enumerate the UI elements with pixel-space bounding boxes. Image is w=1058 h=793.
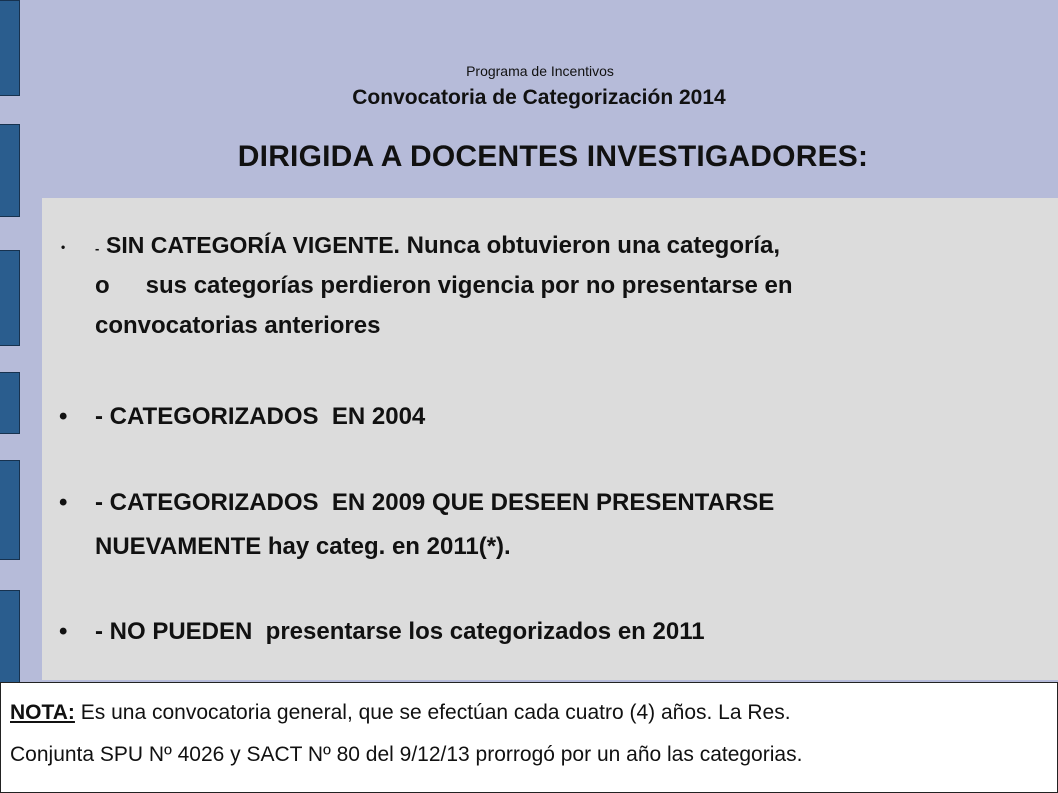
- call-title: Convocatoria de Categorización 2014: [352, 86, 726, 109]
- content-panel: [42, 198, 1058, 680]
- item-line: convocatorias anteriores: [95, 312, 381, 339]
- item-text-block: [95, 481, 1042, 569]
- note-line: Conjunta SPU Nº 4026 y SACT Nº 80 del 9/12/13 prorrogó por un año las categorias.: [10, 743, 803, 766]
- note-box: [0, 682, 1058, 793]
- decorative-side-bar: [0, 250, 20, 346]
- item-line: NUEVAMENTE hay categ. en 2011(*).: [95, 533, 511, 560]
- item-text: - NO PUEDEN presentarse los categorizados en 2011: [95, 618, 705, 645]
- item-line: [95, 226, 780, 268]
- bullet-icon: •: [59, 403, 68, 430]
- decorative-side-bar: [0, 0, 20, 96]
- item-text: Nunca obtuvieron una categoría,: [406, 232, 781, 259]
- item-text: o: [95, 272, 110, 299]
- note-line: [10, 701, 791, 725]
- decorative-side-bar: [0, 372, 20, 434]
- item-text: - CATEGORIZADOS EN 2004: [95, 403, 426, 430]
- bullet-icon: •: [59, 489, 68, 516]
- item-text: sus categorías perdieron vigencia por no presentarse en: [145, 272, 793, 299]
- item-dash: -: [95, 241, 100, 256]
- decorative-side-bar: [0, 590, 20, 684]
- note-label: NOTA:: [10, 701, 75, 724]
- bullet-icon: •: [59, 618, 68, 645]
- note-text: Es una convocatoria general, que se efectúan cada cuatro (4) años. La Res.: [74, 701, 791, 724]
- item-line: [95, 267, 793, 305]
- slide-heading: DIRIGIDA A DOCENTES INVESTIGADORES:: [237, 140, 869, 173]
- bullet-icon: •: [61, 240, 66, 254]
- item-line: - CATEGORIZADOS EN 2009 QUE DESEEN PRESENTARSE: [95, 489, 775, 516]
- item-lead: SIN CATEGORÍA VIGENTE.: [106, 232, 400, 258]
- decorative-side-bar: [0, 460, 20, 560]
- program-name: Programa de Incentivos: [466, 63, 614, 79]
